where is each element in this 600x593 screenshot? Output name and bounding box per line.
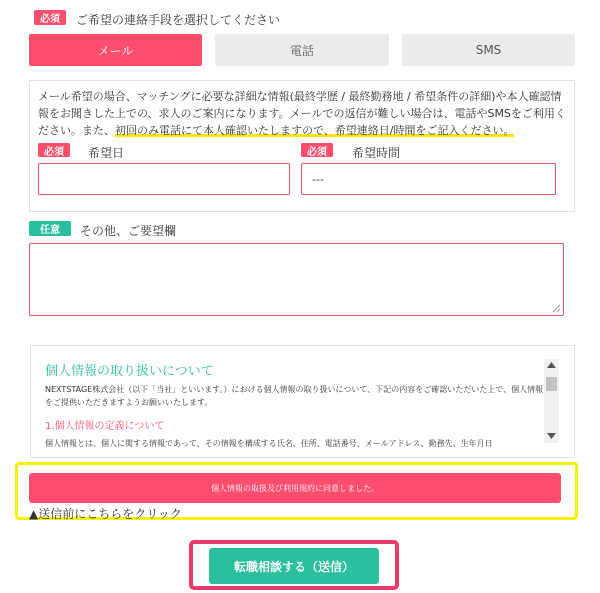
preferred-time-value: --- <box>312 173 324 186</box>
scroll-thumb[interactable] <box>546 377 557 391</box>
agree-button[interactable]: 個人情報の取扱及び利用規約に同意しました。 <box>29 473 561 503</box>
preferred-time-select[interactable] <box>301 163 556 195</box>
resize-handle-icon[interactable] <box>552 304 561 313</box>
scroll-down-icon[interactable] <box>547 433 556 439</box>
contact-info-text <box>38 88 568 139</box>
privacy-scrollbar[interactable] <box>544 359 559 443</box>
info-text-plain: メール希望の場合、マッチングに必要な詳細な情報(最終学歴 / 最終勤務地 / 希望条件の詳細)や本人確認情報をお聞きした上での、求人のご案内になります。メールでの返信が難しい場合は、電話やSMSをご利用ください。また、 <box>38 90 566 137</box>
contact-option-sms[interactable]: SMS <box>402 34 575 66</box>
other-requests-textarea[interactable] <box>29 243 564 316</box>
required-badge: 必須 <box>301 143 333 157</box>
contact-option-mail[interactable]: メール <box>29 34 202 66</box>
required-badge: 必須 <box>38 143 70 157</box>
submit-button[interactable]: 転職相談する（送信） <box>209 548 379 584</box>
preferred-date-input[interactable] <box>38 163 290 195</box>
contact-method-label: ご希望の連絡手段を選択してください <box>76 13 281 27</box>
other-requests-label: その他、ご要望欄 <box>80 224 177 238</box>
scroll-up-icon[interactable] <box>547 362 556 368</box>
required-badge: 必須 <box>34 10 66 25</box>
contact-option-phone[interactable]: 電話 <box>215 34 389 66</box>
privacy-intro: NEXTSTAGE株式会社（以下「当社」といいます。）における個人情報の取り扱いについて、下記の内容をご確認いただいた上で、個人情報をご提供いただきますようお願いいたします。 <box>45 385 544 407</box>
info-text-highlight: 初回のみ電話にて本人確認いたしますので、希望連絡日/時間をご記入ください。 <box>115 124 515 137</box>
preferred-date-label: 希望日 <box>88 146 125 160</box>
privacy-section-body: 個人情報とは、個人に関する情報であって、その情報を構成する氏名、住所、電話番号、メールアドレス、勤務先、生年月日 <box>45 439 493 448</box>
agree-hint: ▲送信前にこちらをクリック <box>29 507 182 521</box>
privacy-section-heading: 1.個人情報の定義について <box>45 421 165 432</box>
privacy-policy-panel[interactable] <box>30 345 575 458</box>
preferred-time-label: 希望時間 <box>352 146 401 160</box>
privacy-title: 個人情報の取り扱いについて <box>45 364 214 379</box>
optional-badge: 任意 <box>29 221 71 236</box>
